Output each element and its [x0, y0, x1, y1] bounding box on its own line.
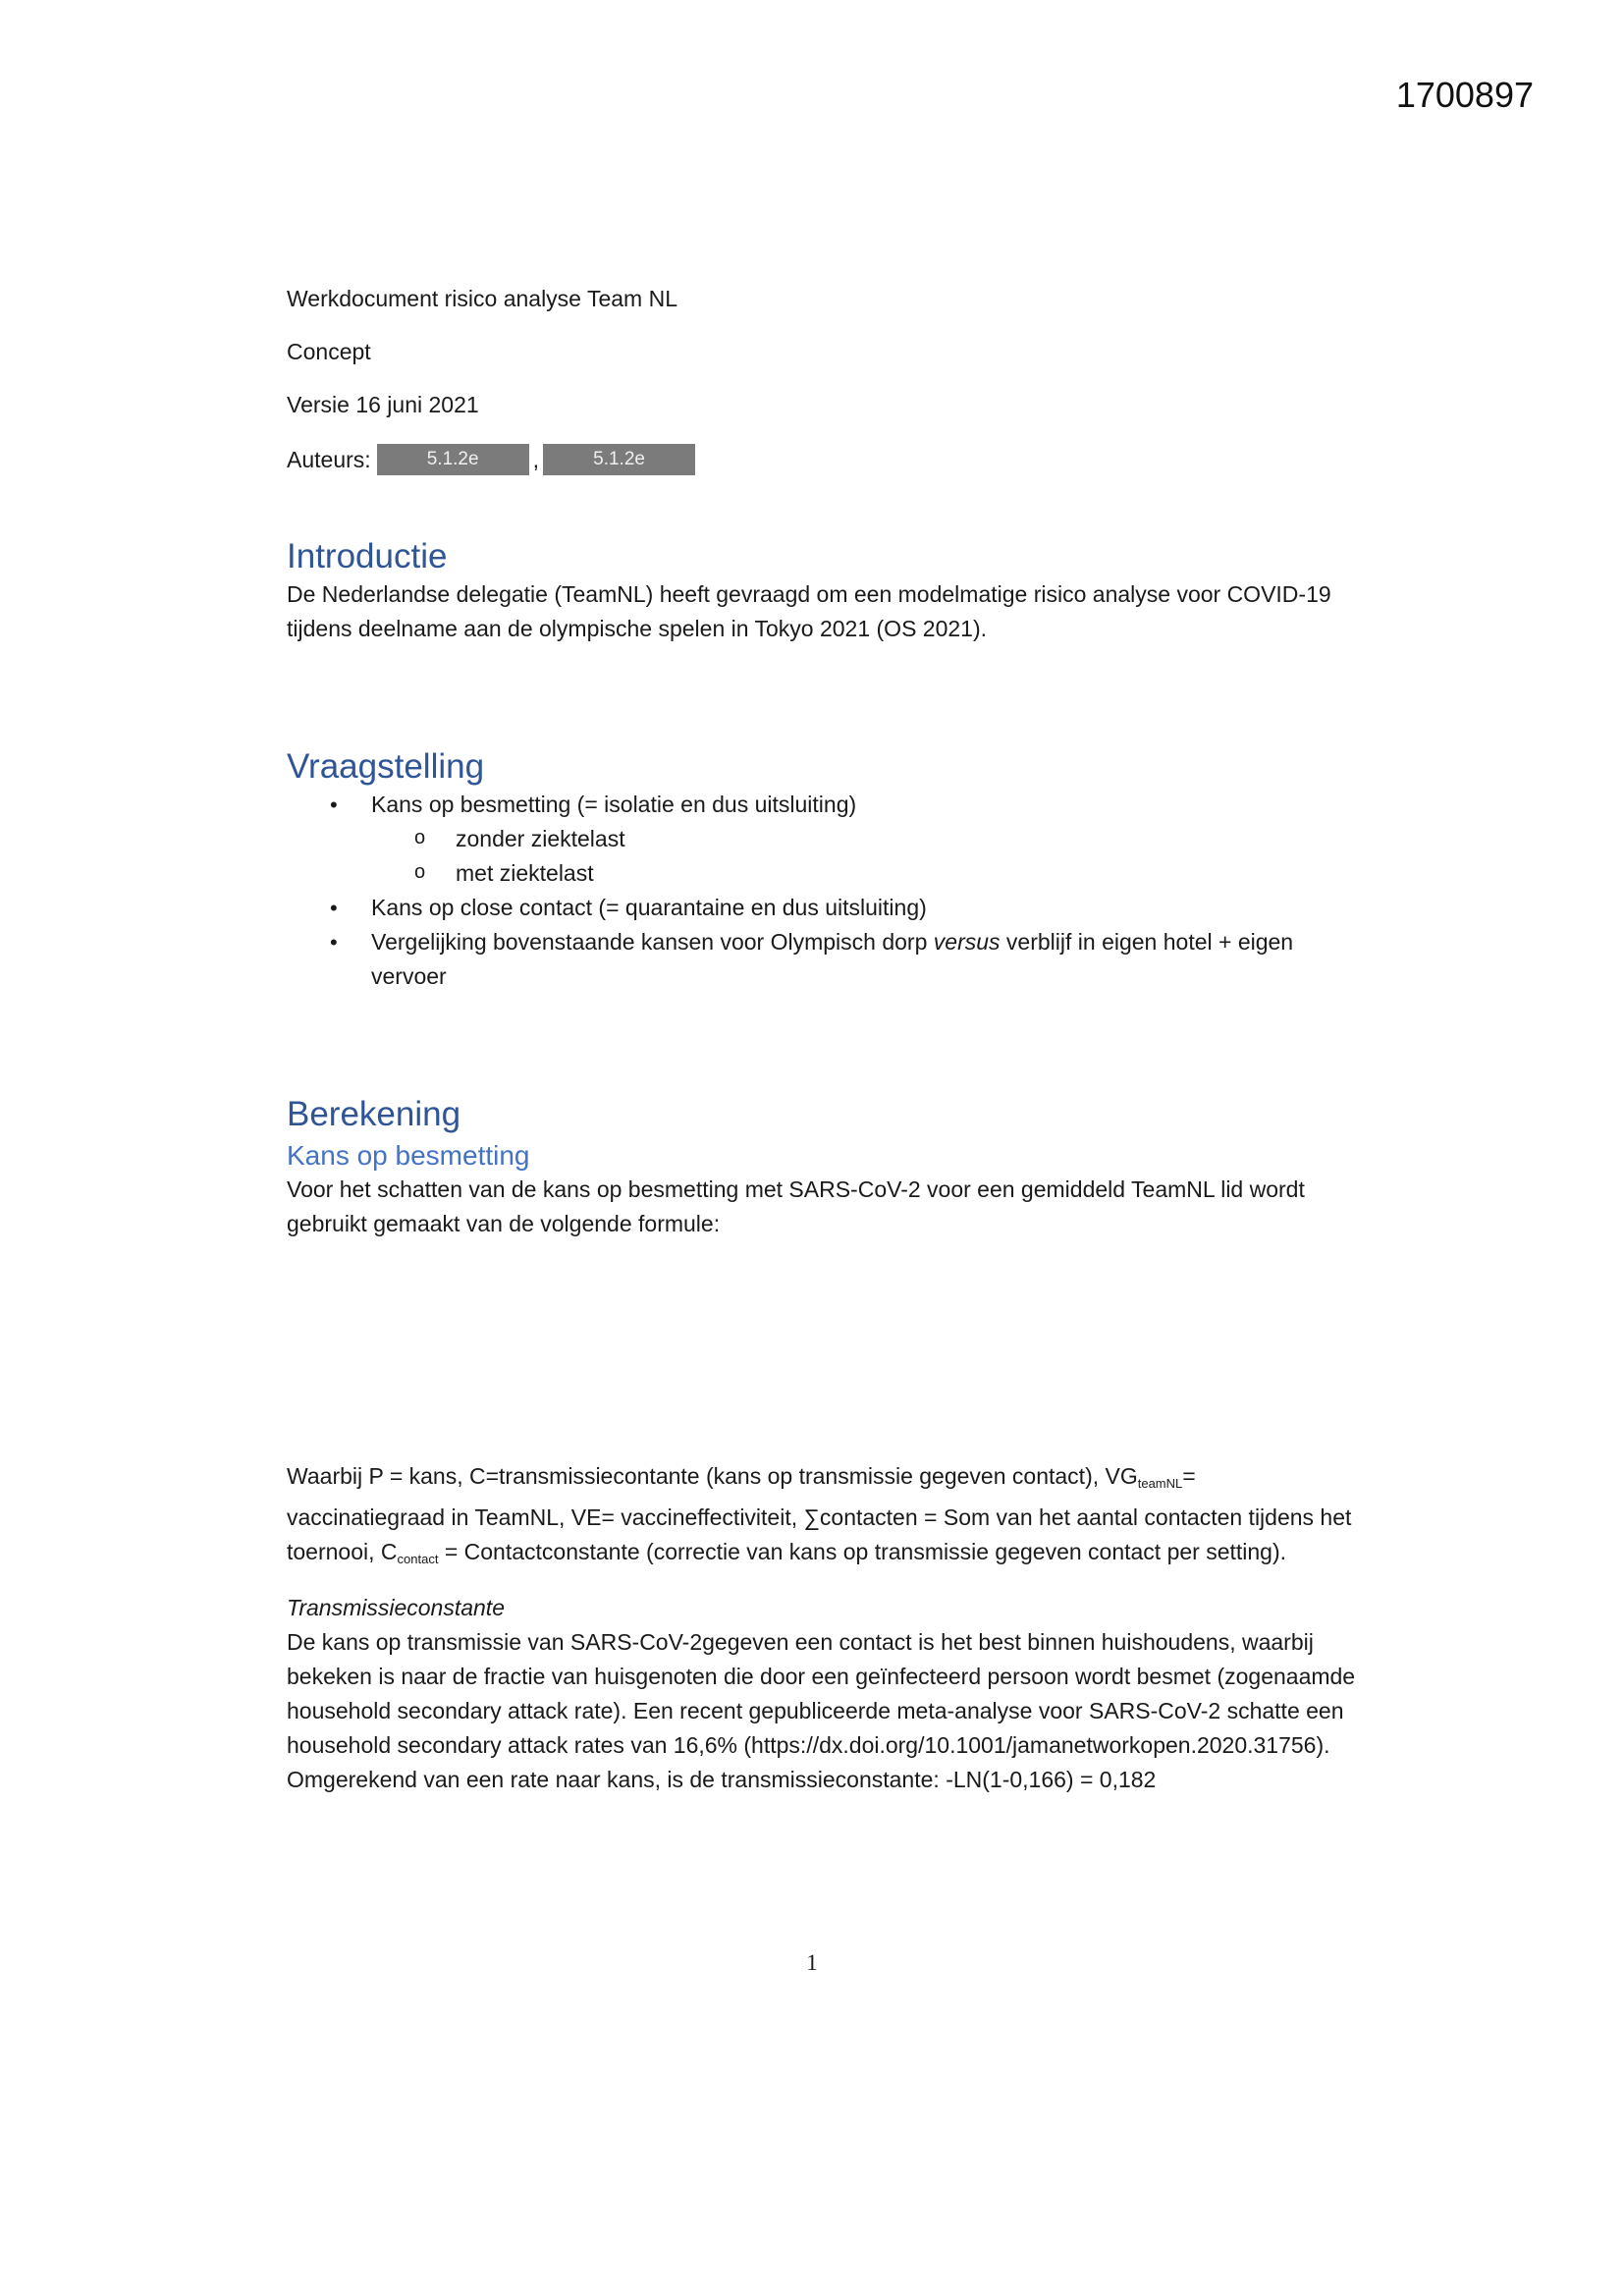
sub-item-burden: o met ziektelast [412, 856, 1357, 891]
question-heading: Vraagstelling [287, 747, 485, 786]
legend-part-2: = vaccinatiegraad in TeamNL, VE= vaccineffectiviteit, ∑contacten = Som van het aantal contacten tijdens het toernooi, C [287, 1463, 1352, 1564]
legend-sub-2: contact [397, 1552, 439, 1566]
document-body [287, 285, 1357, 1797]
document-number: 1700897 [1395, 75, 1534, 115]
bullet-close-contact: • Kans op close contact (= quarantaine en dus uitsluiting) [330, 891, 1357, 925]
transmission-heading: Transmissieconstante [287, 1595, 505, 1620]
calc-subheading: Kans op besmetting [287, 1140, 530, 1171]
page-number: 1 [806, 1950, 818, 1975]
calc-intro-text: Voor het schatten van de kans op besmetting met SARS-CoV-2 voor een gemiddeld TeamNL lid wordt gebruikt gemaakt van de volgende formule: [287, 1176, 1305, 1236]
authors-label: Auteurs: [287, 446, 371, 472]
bullet-infection: Kans op besmetting (= isolatie en dus uitsluiting) [371, 792, 857, 817]
comparison-emphasis: versus [933, 929, 1001, 955]
comparison-text-a: Vergelijking bovenstaande kansen voor Olympisch dorp [371, 929, 934, 955]
calc-heading: Berekening [287, 1095, 461, 1133]
bullet-comparison [330, 925, 1357, 994]
authors-line [287, 444, 1357, 475]
legend-sub-1: teamNL [1137, 1476, 1183, 1491]
transmission-text: De kans op transmissie van SARS-CoV-2gegeven een contact is het best binnen huishoudens, waarbij bekeken is naar de fractie van huisgenoten die door een geïnfecteerd persoon wordt besmet (zogenaamde household secondary attack rate). Een recent gepubliceerde meta-analyse voor SARS-CoV-2 schatte een household secondary attack rates van 16,6% (https://dx.doi.org/10.1001/jamanetworkopen.2020.31756). Omgerekend van een rate naar kans, is de transmissieconstante: -LN(1-0,166) = 0,182 [287, 1629, 1356, 1792]
intro-text: De Nederlandse delegatie (TeamNL) heeft gevraagd om een modelmatige risico analyse voor COVID-19 tijdens deelname aan de olympische spelen in Tokyo 2021 (OS 2021). [287, 581, 1331, 641]
question-list [287, 788, 1357, 994]
redacted-author-1: 5.1.2e [377, 444, 529, 475]
legend-part-3: = Contactconstante (correctie van kans op transmissie gegeven contact per setting). [438, 1539, 1287, 1564]
authors-separator: , [532, 446, 540, 472]
list-item [330, 788, 1357, 891]
formula-legend [287, 1459, 1357, 1576]
legend-part-1: Waarbij P = kans, C=transmissiecontante (kans op transmissie gegeven contact), VG [287, 1463, 1138, 1489]
redacted-author-2: 5.1.2e [543, 444, 695, 475]
document-version: Versie 16 juni 2021 [287, 392, 479, 417]
sub-list [371, 822, 1357, 891]
document-title: Werkdocument risico analyse Team NL [287, 286, 677, 311]
document-status: Concept [287, 339, 371, 364]
comparison-text-b: verblijf in eigen hotel + eigen vervoer [371, 929, 1294, 989]
intro-heading: Introductie [287, 537, 448, 575]
sub-item-no-burden: o zonder ziektelast [412, 822, 1357, 856]
